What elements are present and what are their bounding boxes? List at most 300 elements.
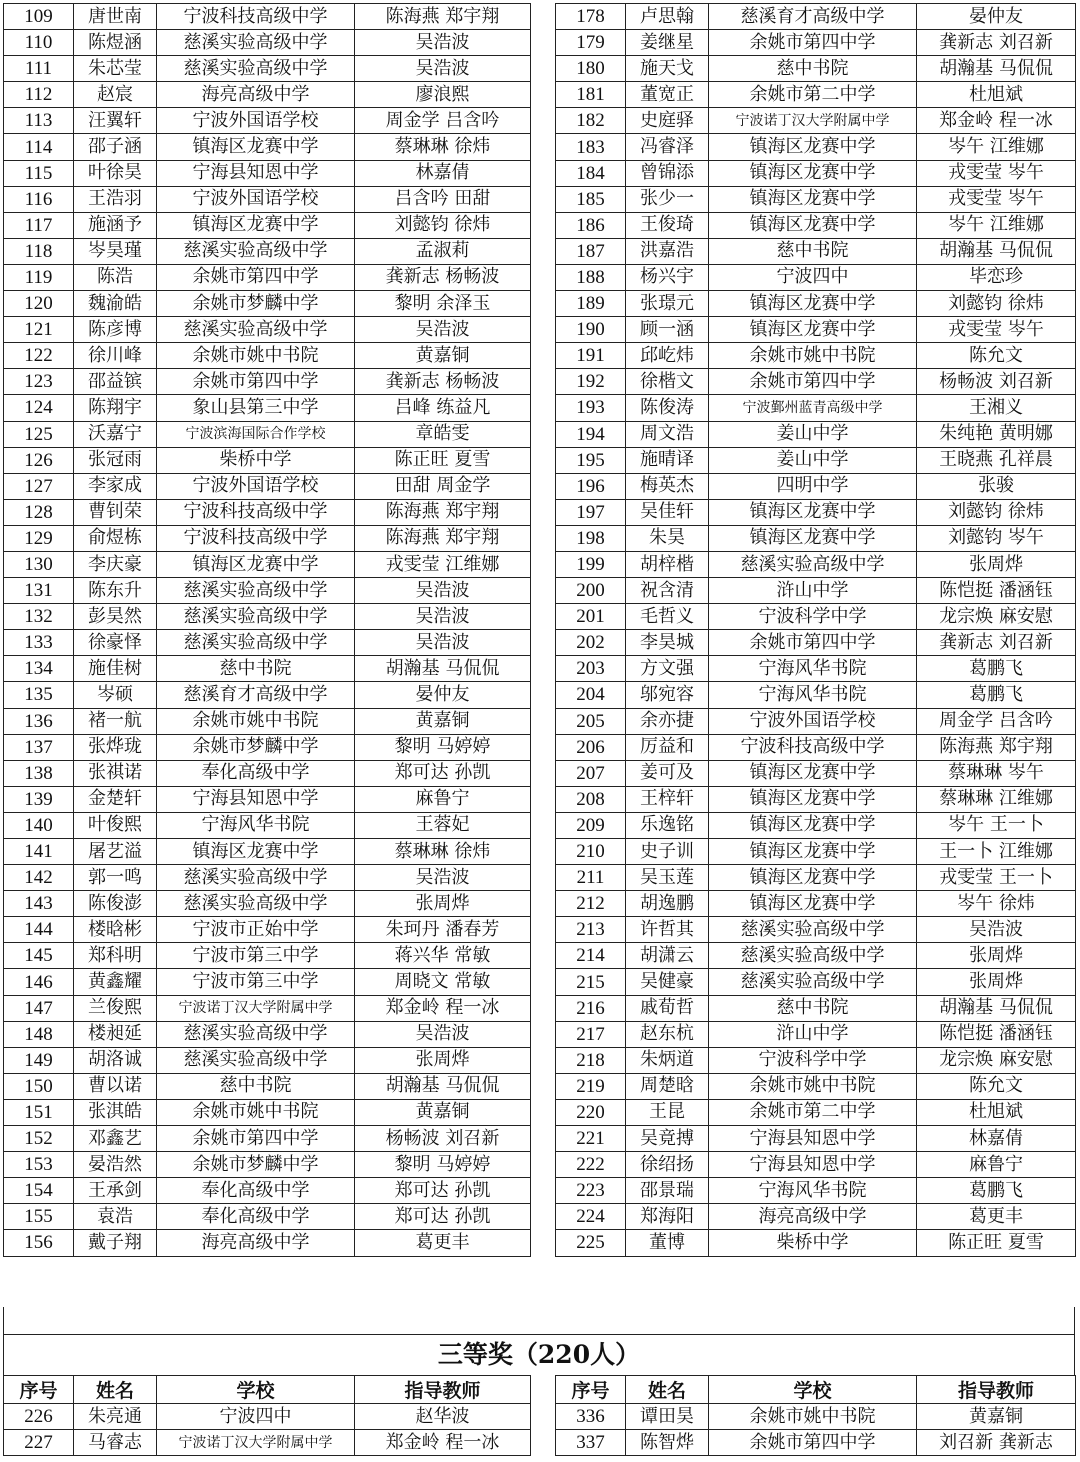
row-number: 116 (4, 186, 74, 212)
table-row (4, 395, 531, 421)
teacher-names: 吕含吟 田甜 (355, 186, 531, 212)
teacher-names: 晏仲友 (355, 682, 531, 708)
row-number: 224 (556, 1204, 626, 1230)
row-number: 133 (4, 630, 74, 656)
teacher-names: 吕峰 练益凡 (355, 395, 531, 421)
header-name: 姓名 (74, 1376, 157, 1404)
teacher-names: 张周烨 (917, 551, 1076, 577)
table-row (556, 291, 1076, 317)
table-row (556, 760, 1076, 786)
table-row (4, 891, 531, 917)
student-name: 张淇皓 (74, 1099, 157, 1125)
row-number: 189 (556, 291, 626, 317)
student-name: 朱芯莹 (74, 56, 157, 82)
student-name: 褚一航 (74, 708, 157, 734)
student-name: 屠艺溢 (74, 839, 157, 865)
row-number: 130 (4, 551, 74, 577)
student-name: 邱屹炜 (626, 343, 709, 369)
school-name: 余姚市第四中学 (157, 369, 355, 395)
school-name: 慈溪育才高级中学 (157, 682, 355, 708)
teacher-names: 岑午 王一卜 (917, 812, 1076, 838)
teacher-names: 张周烨 (917, 943, 1076, 969)
student-name: 洪嘉浩 (626, 238, 709, 264)
student-name: 卢思翰 (626, 4, 709, 30)
student-name: 朱亮通 (74, 1404, 157, 1430)
student-name: 李庆豪 (74, 551, 157, 577)
teacher-names: 麻鲁宁 (355, 786, 531, 812)
school-name: 余姚市梦麟中学 (157, 1152, 355, 1178)
teacher-names: 黄嘉铜 (355, 343, 531, 369)
table-row (4, 186, 531, 212)
student-name: 楼晗彬 (74, 917, 157, 943)
row-number: 147 (4, 995, 74, 1021)
student-name: 彭昊然 (74, 604, 157, 630)
table-row (556, 839, 1076, 865)
school-name: 余姚市姚中书院 (709, 1404, 917, 1430)
table-row (556, 1021, 1076, 1047)
table-row (4, 1021, 531, 1047)
third-prize-right-table (555, 1375, 1076, 1456)
row-number: 194 (556, 421, 626, 447)
row-number: 225 (556, 1230, 626, 1256)
row-number: 124 (4, 395, 74, 421)
student-name: 袁浩 (74, 1204, 157, 1230)
teacher-names: 吴浩波 (355, 317, 531, 343)
row-number: 145 (4, 943, 74, 969)
teacher-names: 蔡琳琳 徐炜 (355, 134, 531, 160)
row-number: 212 (556, 891, 626, 917)
table-row (556, 108, 1076, 134)
school-name: 宁波市正始中学 (157, 917, 355, 943)
school-name: 宁波科学中学 (709, 1047, 917, 1073)
table-row (556, 525, 1076, 551)
school-name: 慈溪实验高级中学 (157, 865, 355, 891)
row-number: 149 (4, 1047, 74, 1073)
teacher-names: 岑午 江维娜 (917, 134, 1076, 160)
table-row (4, 447, 531, 473)
row-number: 187 (556, 238, 626, 264)
table-row (556, 421, 1076, 447)
teacher-names: 杜旭斌 (917, 82, 1076, 108)
student-name: 胡洛诚 (74, 1047, 157, 1073)
school-name: 宁波外国语学校 (709, 708, 917, 734)
student-name: 施天戈 (626, 56, 709, 82)
row-number: 127 (4, 473, 74, 499)
table-row (556, 343, 1076, 369)
table-row (4, 604, 531, 630)
row-number: 122 (4, 343, 74, 369)
teacher-names: 郑可达 孙凯 (355, 760, 531, 786)
table-row (556, 1126, 1076, 1152)
teacher-names: 郑可达 孙凯 (355, 1204, 531, 1230)
student-name: 徐川峰 (74, 343, 157, 369)
student-name: 李昊城 (626, 630, 709, 656)
student-name: 金楚轩 (74, 786, 157, 812)
student-name: 胡梓楷 (626, 551, 709, 577)
teacher-names: 朱纯艳 黄明娜 (917, 421, 1076, 447)
row-number: 201 (556, 604, 626, 630)
school-name: 宁波科技高级中学 (157, 499, 355, 525)
school-name: 宁波四中 (157, 1404, 355, 1430)
school-name: 慈溪实验高级中学 (709, 917, 917, 943)
school-name: 姜山中学 (709, 421, 917, 447)
row-number: 213 (556, 917, 626, 943)
teacher-names: 陈正旺 夏雪 (355, 447, 531, 473)
teacher-names: 戎雯莹 岑午 (917, 317, 1076, 343)
student-name: 施晴译 (626, 447, 709, 473)
table-row (556, 917, 1076, 943)
row-number: 218 (556, 1047, 626, 1073)
table-row (556, 134, 1076, 160)
student-name: 施佳树 (74, 656, 157, 682)
table-row (4, 317, 531, 343)
row-number: 207 (556, 760, 626, 786)
school-name: 慈溪实验高级中学 (157, 1047, 355, 1073)
school-name: 镇海区龙赛中学 (709, 212, 917, 238)
school-name: 镇海区龙赛中学 (157, 212, 355, 238)
row-number: 203 (556, 656, 626, 682)
row-number: 125 (4, 421, 74, 447)
student-name: 祝含清 (626, 578, 709, 604)
row-number: 140 (4, 812, 74, 838)
row-number: 204 (556, 682, 626, 708)
row-number: 146 (4, 969, 74, 995)
teacher-names: 王一卜 江维娜 (917, 839, 1076, 865)
row-number: 188 (556, 264, 626, 290)
student-name: 戚荀哲 (626, 995, 709, 1021)
school-name: 慈中书院 (709, 238, 917, 264)
table-row (556, 943, 1076, 969)
row-number: 134 (4, 656, 74, 682)
school-name: 宁海县知恩中学 (157, 160, 355, 186)
row-number: 156 (4, 1230, 74, 1256)
row-number: 216 (556, 995, 626, 1021)
table-row (556, 473, 1076, 499)
row-number: 120 (4, 291, 74, 317)
school-name: 宁波外国语学校 (157, 108, 355, 134)
student-name: 陈俊澎 (74, 891, 157, 917)
student-name: 马睿志 (74, 1430, 157, 1456)
table-row (4, 917, 531, 943)
teacher-names: 陈海燕 郑宇翔 (355, 4, 531, 30)
table-row (4, 499, 531, 525)
table-row (556, 786, 1076, 812)
student-name: 魏渝皓 (74, 291, 157, 317)
row-number: 155 (4, 1204, 74, 1230)
row-number: 215 (556, 969, 626, 995)
teacher-names: 张周烨 (917, 969, 1076, 995)
table-row (4, 578, 531, 604)
teacher-names: 葛鹏飞 (917, 682, 1076, 708)
school-name: 镇海区龙赛中学 (157, 839, 355, 865)
school-name: 奉化高级中学 (157, 760, 355, 786)
row-number: 219 (556, 1073, 626, 1099)
student-name: 邬宛容 (626, 682, 709, 708)
school-name: 余姚市第四中学 (709, 1430, 917, 1456)
student-name: 郑海阳 (626, 1204, 709, 1230)
row-number: 141 (4, 839, 74, 865)
teacher-names: 黎明 余泽玉 (355, 291, 531, 317)
student-name: 曹钊荣 (74, 499, 157, 525)
table-row (556, 4, 1076, 30)
student-name: 吴健豪 (626, 969, 709, 995)
teacher-names: 周金学 吕含吟 (355, 108, 531, 134)
table-row (556, 1204, 1076, 1230)
row-number: 118 (4, 238, 74, 264)
school-name: 宁波科技高级中学 (157, 525, 355, 551)
student-name: 徐豪怿 (74, 630, 157, 656)
student-name: 董宽正 (626, 82, 709, 108)
row-number: 136 (4, 708, 74, 734)
row-number: 198 (556, 525, 626, 551)
spacer-row (3, 1307, 1075, 1335)
school-name: 宁海县知恩中学 (157, 786, 355, 812)
school-name: 镇海区龙赛中学 (709, 186, 917, 212)
student-name: 毛哲义 (626, 604, 709, 630)
school-name: 镇海区龙赛中学 (157, 551, 355, 577)
teacher-names: 杜旭斌 (917, 1099, 1076, 1125)
row-number: 227 (4, 1430, 74, 1456)
student-name: 杨兴宇 (626, 264, 709, 290)
student-name: 王承剑 (74, 1178, 157, 1204)
table-row (4, 1047, 531, 1073)
table-row (556, 891, 1076, 917)
school-name: 余姚市第四中学 (709, 369, 917, 395)
row-number: 178 (556, 4, 626, 30)
table-row (556, 369, 1076, 395)
school-name: 宁波外国语学校 (157, 473, 355, 499)
row-number: 143 (4, 891, 74, 917)
student-name: 叶俊熙 (74, 812, 157, 838)
student-name: 胡逸鹏 (626, 891, 709, 917)
school-name: 宁波外国语学校 (157, 186, 355, 212)
table-row (4, 343, 531, 369)
student-name: 朱昊 (626, 525, 709, 551)
school-name: 慈溪实验高级中学 (157, 238, 355, 264)
row-number: 185 (556, 186, 626, 212)
table-row (4, 656, 531, 682)
table-row (4, 369, 531, 395)
student-name: 王浩羽 (74, 186, 157, 212)
table-row (556, 30, 1076, 56)
student-name: 邵子涵 (74, 134, 157, 160)
teacher-names: 胡瀚基 马侃侃 (355, 1073, 531, 1099)
table-row (556, 82, 1076, 108)
school-name: 宁海风华书院 (157, 812, 355, 838)
teacher-names: 陈海燕 郑宇翔 (917, 734, 1076, 760)
teacher-names: 戎雯莹 岑午 (917, 160, 1076, 186)
table-row (556, 499, 1076, 525)
row-number: 139 (4, 786, 74, 812)
teacher-names: 岑午 徐炜 (917, 891, 1076, 917)
header-number: 序号 (4, 1376, 74, 1404)
row-number: 195 (556, 447, 626, 473)
school-name: 镇海区龙赛中学 (709, 786, 917, 812)
student-name: 邵景瑞 (626, 1178, 709, 1204)
row-number: 131 (4, 578, 74, 604)
school-name: 宁海风华书院 (709, 1178, 917, 1204)
teacher-names: 麻鲁宁 (917, 1152, 1076, 1178)
teacher-names: 陈恺挺 潘涵钰 (917, 1021, 1076, 1047)
student-name: 王昆 (626, 1099, 709, 1125)
table-row (556, 1047, 1076, 1073)
school-name: 镇海区龙赛中学 (709, 760, 917, 786)
student-name: 陈东升 (74, 578, 157, 604)
school-name: 余姚市第四中学 (709, 30, 917, 56)
student-name: 施涵予 (74, 212, 157, 238)
teacher-names: 黄嘉铜 (355, 708, 531, 734)
row-number: 336 (556, 1404, 626, 1430)
student-name: 郑科明 (74, 943, 157, 969)
teacher-names: 王晓燕 孔祥晨 (917, 447, 1076, 473)
table-row (4, 969, 531, 995)
header-teacher: 指导教师 (355, 1376, 531, 1404)
teacher-names: 葛更丰 (917, 1204, 1076, 1230)
table-row (4, 238, 531, 264)
row-number: 115 (4, 160, 74, 186)
student-name: 董博 (626, 1230, 709, 1256)
teacher-names: 张周烨 (355, 891, 531, 917)
school-name: 镇海区龙赛中学 (709, 134, 917, 160)
table-row (4, 995, 531, 1021)
row-number: 126 (4, 447, 74, 473)
teacher-names: 岑午 江维娜 (917, 212, 1076, 238)
school-name: 余姚市第四中学 (157, 264, 355, 290)
teacher-names: 林嘉倩 (917, 1126, 1076, 1152)
table-row (556, 812, 1076, 838)
school-name: 余姚市梦麟中学 (157, 734, 355, 760)
row-number: 151 (4, 1099, 74, 1125)
student-name: 曾锦添 (626, 160, 709, 186)
table-row (556, 1430, 1076, 1456)
school-name: 慈溪实验高级中学 (157, 578, 355, 604)
teacher-names: 黄嘉铜 (917, 1404, 1076, 1430)
student-name: 赵东杭 (626, 1021, 709, 1047)
school-name: 镇海区龙赛中学 (157, 134, 355, 160)
student-name: 史子训 (626, 839, 709, 865)
row-number: 154 (4, 1178, 74, 1204)
table-row (4, 865, 531, 891)
row-number: 221 (556, 1126, 626, 1152)
school-name: 镇海区龙赛中学 (709, 291, 917, 317)
school-name: 余姚市姚中书院 (709, 343, 917, 369)
student-name: 吴佳轩 (626, 499, 709, 525)
table-row (4, 56, 531, 82)
teacher-names: 吴浩波 (355, 578, 531, 604)
table-row (4, 421, 531, 447)
school-name: 宁海风华书院 (709, 656, 917, 682)
row-number: 223 (556, 1178, 626, 1204)
row-number: 148 (4, 1021, 74, 1047)
student-name: 周楚晗 (626, 1073, 709, 1099)
student-name: 唐世南 (74, 4, 157, 30)
teacher-names: 黎明 马婷婷 (355, 1152, 531, 1178)
school-name: 余姚市姚中书院 (157, 1099, 355, 1125)
table-row (4, 1099, 531, 1125)
student-name: 陈翔宇 (74, 395, 157, 421)
teacher-names: 吴浩波 (355, 630, 531, 656)
school-name: 慈中书院 (157, 1073, 355, 1099)
student-name: 周文浩 (626, 421, 709, 447)
teacher-names: 王蓉妃 (355, 812, 531, 838)
school-name: 慈中书院 (157, 656, 355, 682)
header-name: 姓名 (626, 1376, 709, 1404)
row-number: 129 (4, 525, 74, 551)
row-number: 179 (556, 30, 626, 56)
teacher-names: 杨畅波 刘召新 (917, 369, 1076, 395)
table-row (556, 995, 1076, 1021)
row-number: 214 (556, 943, 626, 969)
school-name: 奉化高级中学 (157, 1178, 355, 1204)
teacher-names: 龚新志 刘召新 (917, 630, 1076, 656)
school-name: 余姚市第二中学 (709, 82, 917, 108)
row-number: 109 (4, 4, 74, 30)
teacher-names: 孟淑莉 (355, 238, 531, 264)
left-award-table (3, 3, 531, 1257)
student-name: 朱炳道 (626, 1047, 709, 1073)
teacher-names: 吴浩波 (355, 56, 531, 82)
teacher-names: 胡瀚基 马侃侃 (917, 238, 1076, 264)
table-row (4, 630, 531, 656)
teacher-names: 赵华波 (355, 1404, 531, 1430)
row-number: 153 (4, 1152, 74, 1178)
row-number: 210 (556, 839, 626, 865)
teacher-names: 胡瀚基 马侃侃 (917, 56, 1076, 82)
school-name: 宁波科技高级中学 (157, 4, 355, 30)
table-row (4, 473, 531, 499)
teacher-names: 毕恋珍 (917, 264, 1076, 290)
table-row (4, 1404, 531, 1430)
school-name: 慈溪实验高级中学 (157, 604, 355, 630)
table-row (4, 682, 531, 708)
teacher-names: 陈海燕 郑宇翔 (355, 499, 531, 525)
row-number: 123 (4, 369, 74, 395)
teacher-names: 张骏 (917, 473, 1076, 499)
school-name: 慈溪实验高级中学 (709, 551, 917, 577)
teacher-names: 刘懿钧 徐炜 (917, 499, 1076, 525)
school-name: 慈溪实验高级中学 (157, 891, 355, 917)
table-row (556, 56, 1076, 82)
school-name: 慈溪实验高级中学 (157, 317, 355, 343)
school-name: 余姚市姚中书院 (157, 343, 355, 369)
school-name: 余姚市姚中书院 (157, 708, 355, 734)
teacher-names: 葛鹏飞 (917, 1178, 1076, 1204)
school-name: 慈中书院 (709, 995, 917, 1021)
teacher-names: 陈海燕 郑宇翔 (355, 525, 531, 551)
student-name: 吴竟搏 (626, 1126, 709, 1152)
student-name: 曹以诺 (74, 1073, 157, 1099)
student-name: 陈浩 (74, 264, 157, 290)
student-name: 厉益和 (626, 734, 709, 760)
student-name: 陈俊涛 (626, 395, 709, 421)
teacher-names: 吴浩波 (355, 865, 531, 891)
teacher-names: 廖浪熙 (355, 82, 531, 108)
student-name: 郭一鸣 (74, 865, 157, 891)
table-row (556, 212, 1076, 238)
third-prize-title: 三等奖（220人） (3, 1335, 1075, 1375)
school-name: 宁波诺丁汉大学附属中学 (709, 108, 917, 134)
school-name: 余姚市第二中学 (709, 1099, 917, 1125)
teacher-names: 黄嘉铜 (355, 1099, 531, 1125)
teacher-names: 吴浩波 (355, 30, 531, 56)
school-name: 浒山中学 (709, 1021, 917, 1047)
school-name: 慈溪实验高级中学 (157, 630, 355, 656)
row-number: 121 (4, 317, 74, 343)
school-name: 慈溪实验高级中学 (709, 943, 917, 969)
school-name: 四明中学 (709, 473, 917, 499)
table-row (4, 708, 531, 734)
school-name: 奉化高级中学 (157, 1204, 355, 1230)
